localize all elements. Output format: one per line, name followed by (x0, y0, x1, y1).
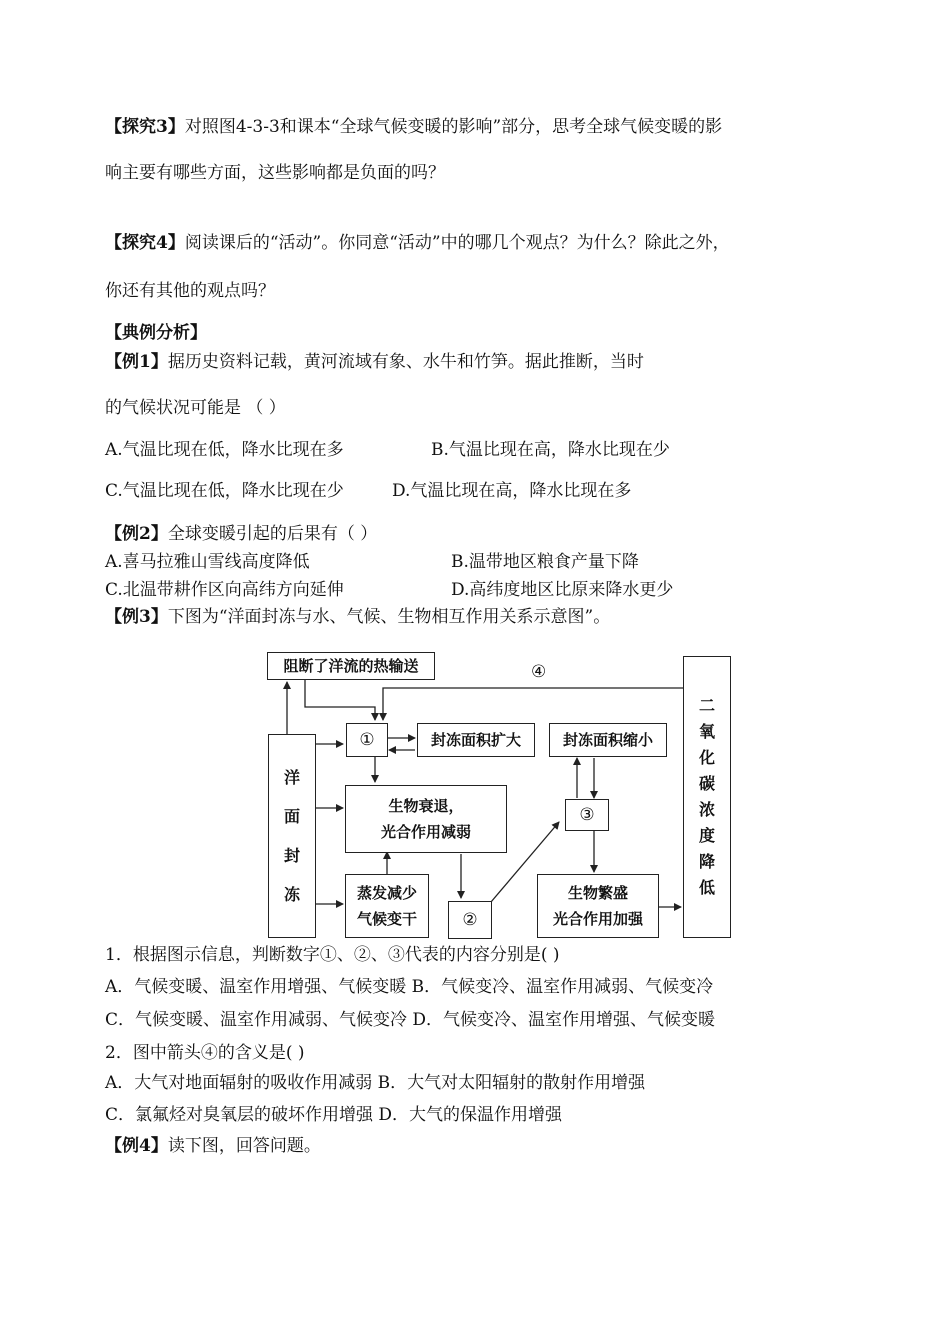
ex3-sub1-options-ab: A．气候变暖、温室作用增强、气候变暖 B．气候变冷、温室作用减弱、气候变冷 (105, 977, 714, 997)
ex2-option-a: A.喜马拉雅山雪线高度降低 (105, 552, 310, 572)
explore3-text-2: 响主要有哪些方面，这些影响都是负面的吗？ (105, 163, 445, 183)
ex2-options-ab (105, 551, 639, 573)
box-circle-1: ① (346, 723, 388, 757)
ex3-sub2-options-ab: A．大气对地面辐射的吸收作用减弱 B．大气对太阳辐射的散射作用增强 (105, 1073, 646, 1093)
label-arrow-4: ④ (531, 662, 547, 682)
ex1-q2: 的气候状况可能是 （ ） (105, 398, 286, 418)
bio-flourish-line2: 光合作用加强 (552, 910, 643, 928)
ex2-option-d: D.高纬度地区比原来降水更少 (451, 580, 674, 600)
arrow-block-to-c1 (305, 677, 375, 720)
ex1-question-line1 (105, 351, 644, 373)
explore4-text-2: 你还有其他的观点吗？ (105, 281, 275, 301)
co2-char-8: 低 (698, 878, 715, 897)
ocean-freeze-char-3: 封 (283, 846, 300, 865)
ex3-sub1: 1．根据图示信息，判断数字①、②、③代表的内容分别是( ) (105, 945, 560, 965)
box-block-heat: 阻断了洋流的热输送 (267, 652, 435, 680)
box-circle-3: ③ (565, 799, 609, 831)
box-bio-decline (345, 785, 507, 853)
explore4-text-1: 阅读课后的“活动”。你同意“活动”中的哪几个观点？为什么？除此之外， (184, 233, 730, 253)
ex3-sub1-options-cd: C．气候变暖、温室作用减弱、气候变冷 D．气候变冷、温室作用增强、气候变暖 (105, 1010, 716, 1030)
arrow-4 (383, 688, 683, 720)
ex3-sub2: 2．图中箭头④的含义是( ) (105, 1043, 305, 1063)
explore3-text-1: 对照图4-3-3和课本“全球气候变暖的影响”部分，思考全球气候变暖的影 (184, 117, 723, 137)
bio-decline-line2: 光合作用减弱 (380, 823, 471, 841)
ocean-freeze-diagram (265, 652, 735, 944)
ocean-freeze-char-2: 面 (283, 807, 300, 826)
box-freeze-expand: 封冻面积扩大 (417, 723, 535, 757)
ex1-option-d: D.气温比现在高，降水比现在多 (392, 481, 632, 501)
box-freeze-shrink: 封冻面积缩小 (549, 723, 667, 757)
ex2-question (105, 523, 377, 545)
explore4-line1 (105, 232, 730, 254)
ex2-options-cd (105, 579, 674, 601)
ocean-freeze-char-4: 冻 (283, 885, 300, 904)
co2-char-1: 二 (698, 696, 715, 715)
co2-char-5: 浓 (698, 800, 715, 819)
bio-decline-line1: 生物衰退， (388, 797, 464, 815)
box-bio-flourish (537, 874, 659, 938)
ex3-question (105, 606, 610, 628)
evap-dry-line2: 气候变干 (356, 910, 417, 928)
box-ocean-freeze (268, 734, 316, 938)
ex1-q1: 据历史资料记载，黄河流域有象、水牛和竹笋。据此推断，当时 (167, 352, 644, 372)
co2-char-4: 碳 (698, 774, 715, 793)
ex1-options-cd (105, 480, 632, 502)
bio-flourish-line1: 生物繁盛 (567, 884, 628, 902)
ex1-options-ab (105, 439, 670, 461)
ex3-sub2-options-cd: C．氯氟烃对臭氧层的破坏作用增强 D．大气的保温作用增强 (105, 1105, 563, 1125)
ex1-tag: 【例1】 (105, 352, 168, 372)
explore3-line1 (105, 116, 722, 138)
box-circle-2: ② (448, 901, 492, 939)
co2-char-2: 氧 (698, 722, 715, 741)
ex4-tag: 【例4】 (105, 1136, 168, 1156)
section-title: 【典例分析】 (105, 323, 207, 343)
ex1-option-b: B.气温比现在高，降水比现在少 (431, 440, 670, 460)
explore4-tag: 【探究4】 (105, 233, 185, 253)
ex3-q: 下图为“洋面封冻与水、气候、生物相互作用关系示意图”。 (167, 607, 611, 627)
box-evap-dry (345, 874, 429, 938)
explore3-tag: 【探究3】 (105, 117, 185, 137)
ex2-q: 全球变暖引起的后果有（ ） (167, 524, 378, 544)
ex2-option-b: B.温带地区粮食产量下降 (451, 552, 639, 572)
ex3-tag: 【例3】 (105, 607, 168, 627)
evap-dry-line1: 蒸发减少 (356, 884, 417, 902)
co2-char-6: 度 (698, 826, 715, 845)
box-co2-decrease (683, 656, 731, 938)
ex1-option-a: A.气温比现在低，降水比现在多 (105, 440, 344, 460)
ex4-question (105, 1135, 321, 1157)
ex2-tag: 【例2】 (105, 524, 168, 544)
ex4-q: 读下图，回答问题。 (167, 1136, 321, 1156)
co2-char-7: 降 (698, 852, 715, 871)
ocean-freeze-char-1: 洋 (283, 768, 300, 787)
ex1-option-c: C.气温比现在低，降水比现在少 (105, 481, 344, 501)
ex2-option-c: C.北温带耕作区向高纬方向延伸 (105, 580, 344, 600)
co2-char-3: 化 (698, 748, 715, 767)
